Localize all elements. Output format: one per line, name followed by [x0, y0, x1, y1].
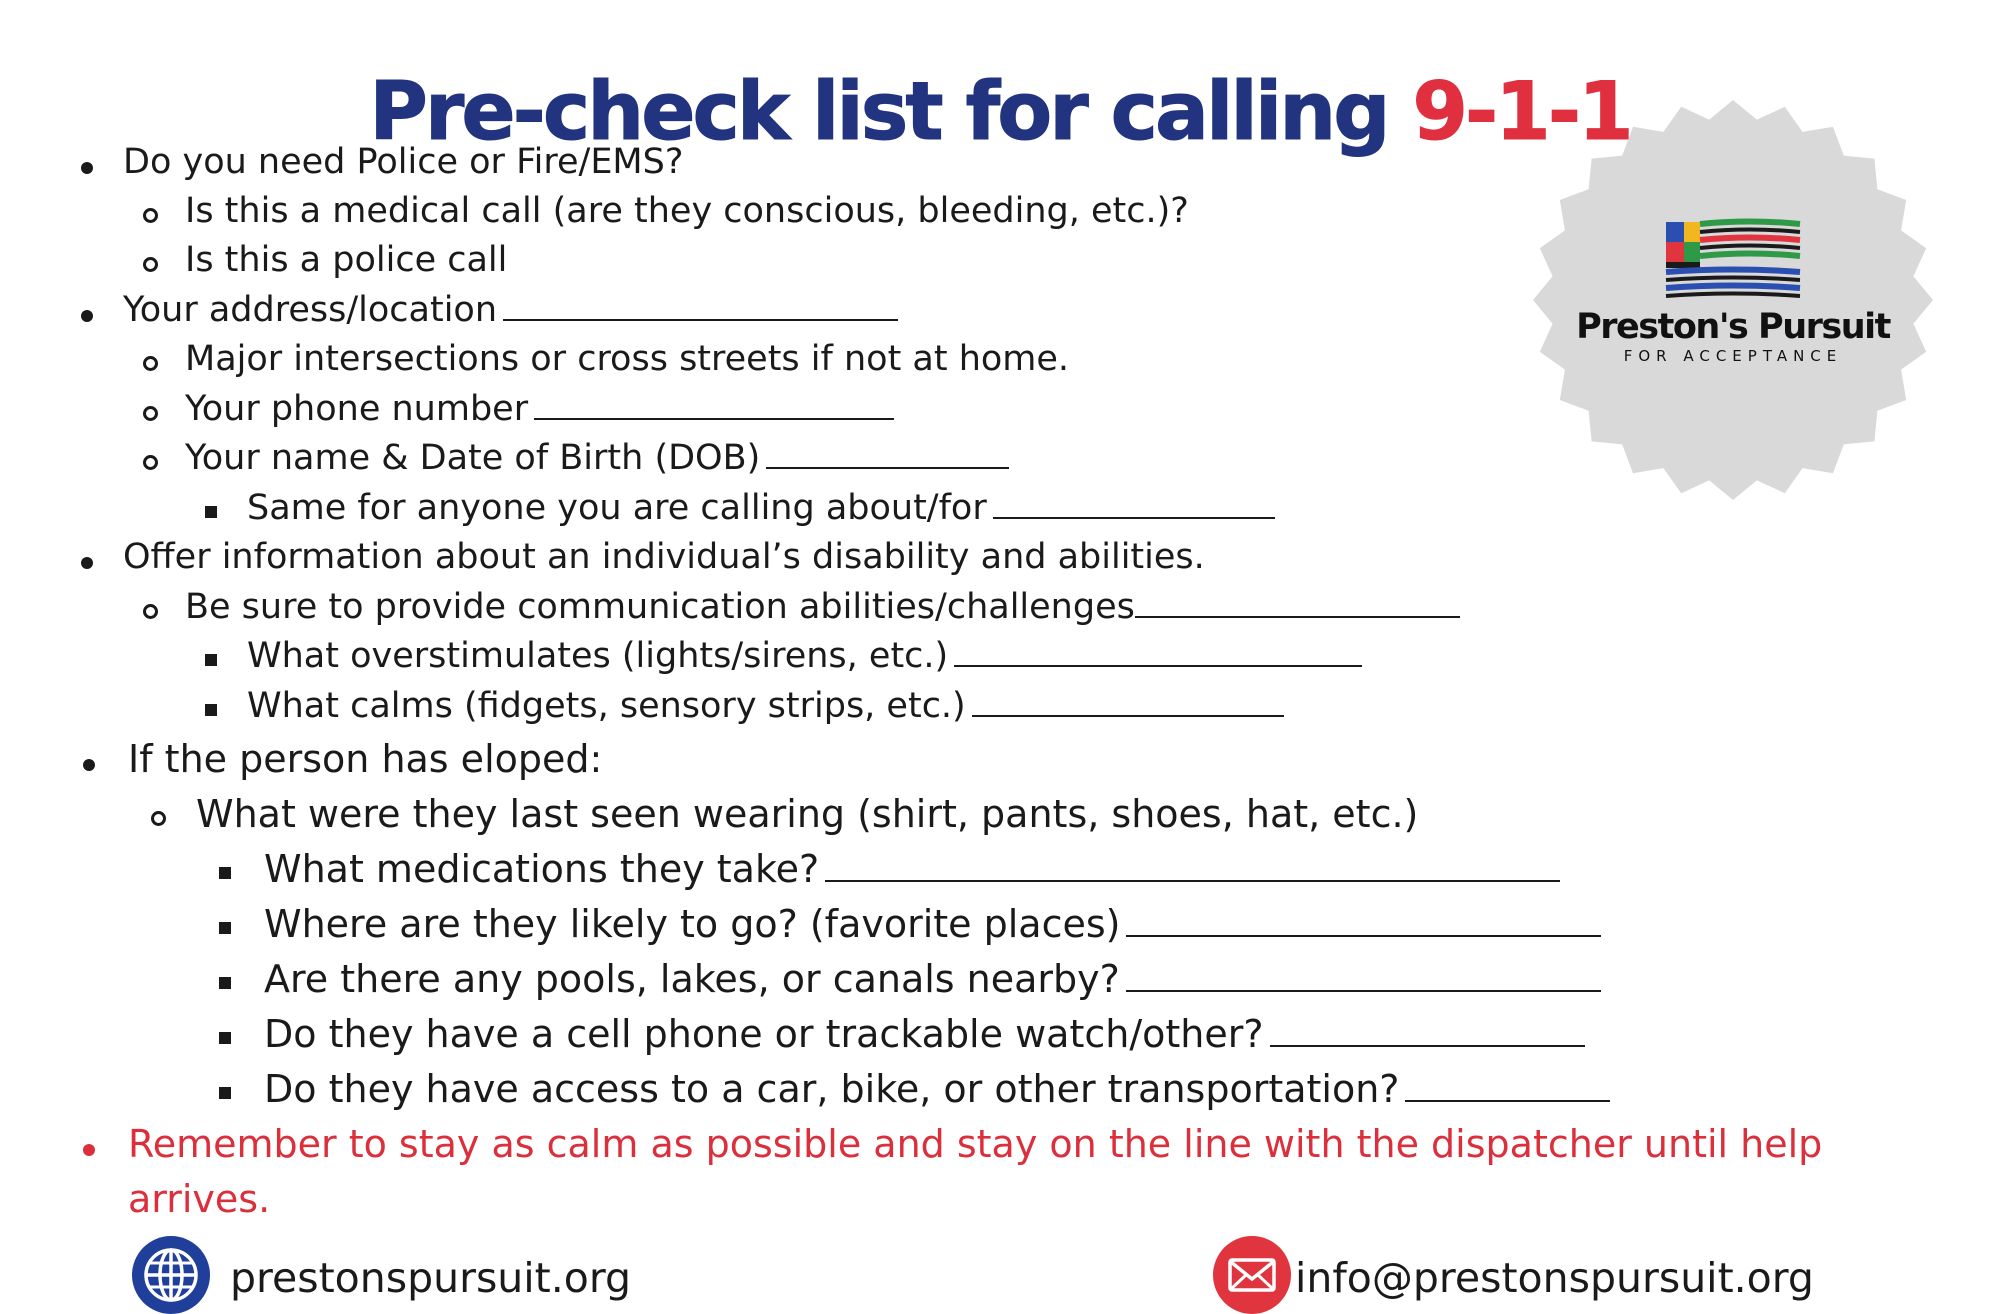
bullet-icon: [143, 455, 158, 470]
reminder-text: Remember to stay as calm as possible and stay on the line with the dispatcher until help: [128, 1122, 1823, 1166]
list-item-text: Are there any pools, lakes, or canals nearby?: [264, 957, 1120, 1001]
title-main: Pre-check list for calling: [369, 65, 1413, 158]
list-item-text: Your name & Date of Birth (DOB): [185, 438, 761, 478]
fill-in-blank: [993, 516, 1275, 519]
list-item: [185, 339, 1069, 379]
list-item: [123, 290, 898, 330]
list-item-text: Is this a medical call (are they conscious, bleeding, etc.)?: [185, 191, 1189, 231]
list-item: [247, 686, 1284, 726]
reminder-item: [128, 1122, 1822, 1166]
fill-in-blank: [1135, 615, 1460, 618]
fill-in-blank: [766, 466, 1009, 469]
list-item-text: Do you need Police or Fire/EMS?: [123, 142, 684, 182]
list-item: [185, 438, 1009, 478]
list-item-text: What calms (fidgets, sensory strips, etc.): [247, 686, 966, 726]
bullet-icon: [219, 977, 231, 989]
fill-in-blank: [534, 417, 894, 420]
list-item-text: Is this a police call: [185, 240, 508, 280]
email-link[interactable]: info@prestonspursuit.org: [1295, 1254, 1814, 1302]
list-item: [123, 142, 683, 182]
list-item: [264, 847, 1560, 891]
list-item-text: If the person has eloped:: [128, 737, 603, 781]
bullet-icon: [219, 1087, 231, 1099]
list-item: [247, 488, 1275, 528]
list-item-text: Do they have access to a car, bike, or other transportation?: [264, 1067, 1400, 1111]
logo-name: Preston's Pursuit: [1576, 307, 1890, 347]
fill-in-blank: [1270, 1044, 1585, 1047]
fill-in-blank: [1126, 989, 1601, 992]
fill-in-blank: [1126, 934, 1601, 937]
bullet-icon: [219, 867, 231, 879]
fill-in-blank: [503, 318, 898, 321]
list-item: [196, 792, 1418, 836]
list-item: [264, 1012, 1585, 1056]
list-item: [128, 737, 602, 781]
list-item: [247, 636, 1362, 676]
list-item-text: Where are they likely to go? (favorite places): [264, 902, 1121, 946]
fill-in-blank: [972, 714, 1284, 717]
list-item: [185, 587, 1460, 627]
list-item-text: Your phone number: [185, 389, 529, 429]
fill-in-blank: [825, 879, 1560, 882]
list-item: [264, 902, 1601, 946]
list-item-text: What medications they take?: [264, 847, 820, 891]
envelope-icon: [1213, 1236, 1291, 1314]
bullet-icon: [83, 759, 95, 771]
list-item: [264, 957, 1601, 1001]
fill-in-blank: [1405, 1099, 1610, 1102]
bullet-icon: [83, 1144, 95, 1156]
list-item-text: Do they have a cell phone or trackable watch/other?: [264, 1012, 1264, 1056]
list-item-text: What overstimulates (lights/sirens, etc.): [247, 636, 949, 676]
bullet-icon: [143, 406, 158, 421]
list-item-text: Same for anyone you are calling about/for: [247, 488, 987, 528]
bullet-icon: [151, 811, 166, 826]
bullet-icon: [205, 654, 217, 666]
list-item-text: Your address/location: [123, 290, 498, 330]
website-link[interactable]: prestonspursuit.org: [230, 1254, 632, 1302]
fill-in-blank: [954, 664, 1362, 667]
globe-icon: [132, 1236, 210, 1314]
bullet-icon: [81, 310, 93, 322]
list-item-text: Be sure to provide communication abilities/challenges: [185, 587, 1135, 627]
bullet-icon: [205, 506, 217, 518]
bullet-icon: [143, 356, 158, 371]
bullet-icon: [143, 257, 158, 272]
logo-badge: [1528, 95, 1938, 505]
list-item: [264, 1067, 1610, 1111]
badge-starburst: [1533, 100, 1933, 500]
bullet-icon: [219, 1032, 231, 1044]
logo-tagline: FOR ACCEPTANCE: [1623, 347, 1843, 365]
list-item-text: What were they last seen wearing (shirt, pants, shoes, hat, etc.): [196, 792, 1419, 836]
bullet-icon: [81, 162, 93, 174]
list-item: [185, 191, 1189, 231]
bullet-icon: [219, 922, 231, 934]
list-item-text: Offer information about an individual’s disability and abilities.: [123, 537, 1205, 577]
reminder-item-continued: [128, 1177, 270, 1221]
list-item: [185, 389, 894, 429]
title-accent: 9-1-1: [1412, 65, 1631, 158]
bullet-icon: [81, 557, 93, 569]
bullet-icon: [205, 704, 217, 716]
bullet-icon: [143, 208, 158, 223]
list-item: [123, 537, 1205, 577]
list-item: [185, 240, 507, 280]
reminder-text: arrives.: [128, 1177, 271, 1221]
bullet-icon: [143, 604, 158, 619]
list-item-text: Major intersections or cross streets if not at home.: [185, 339, 1070, 379]
